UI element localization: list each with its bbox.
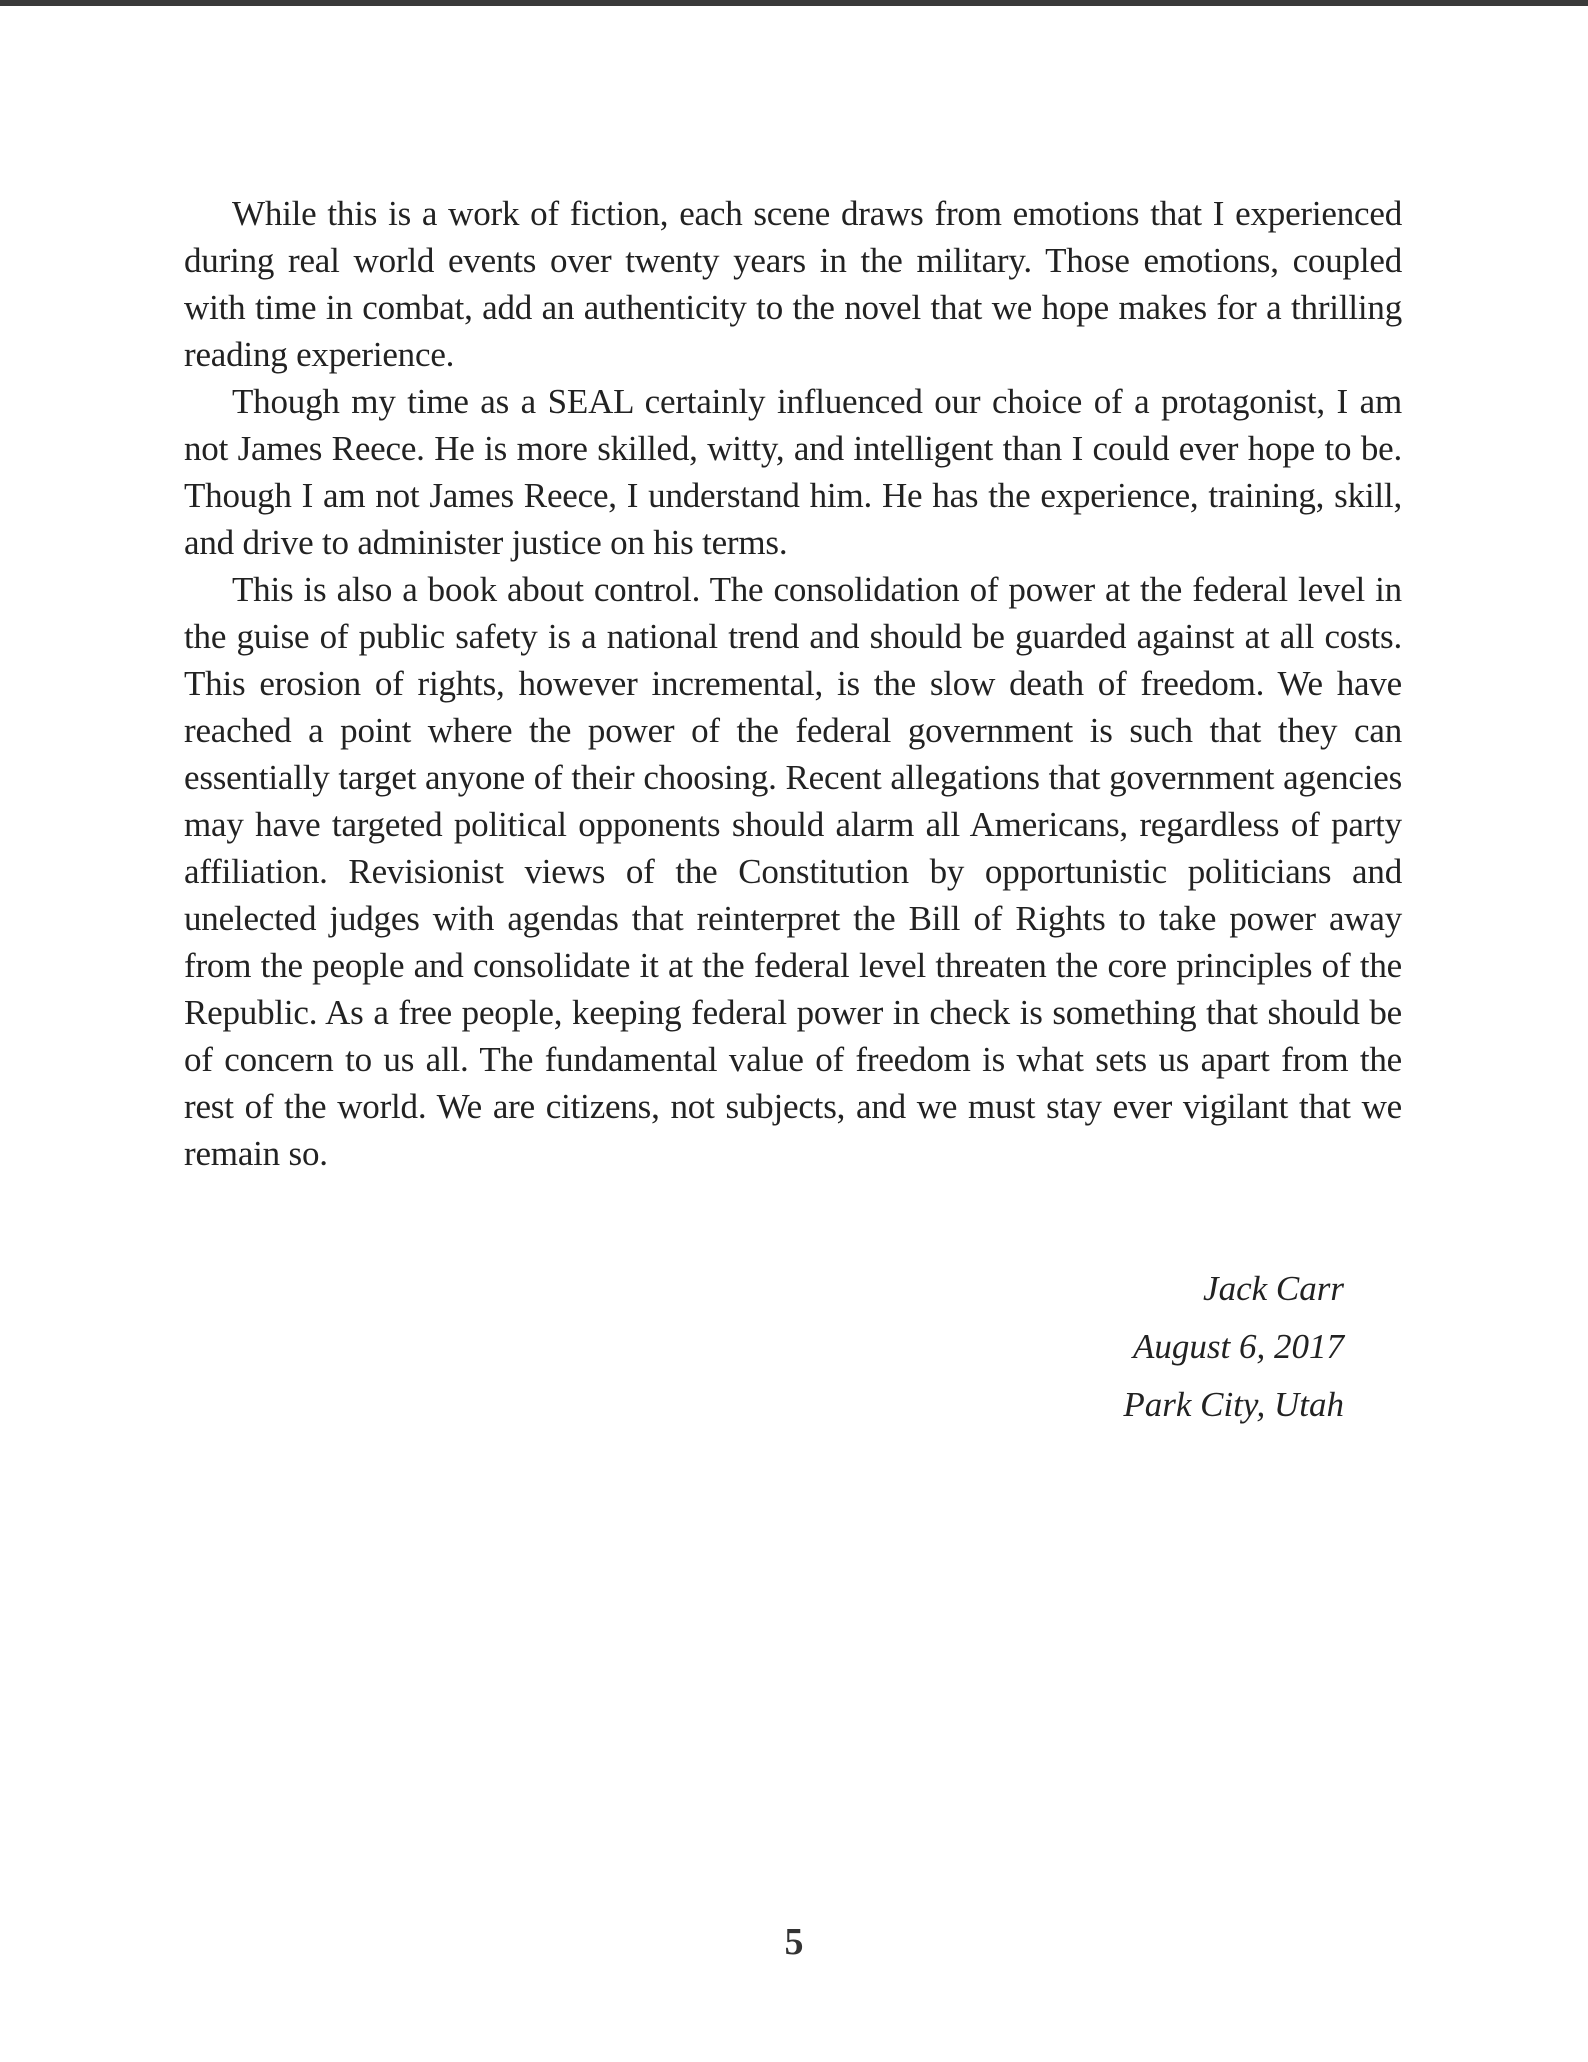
paragraph-3: This is also a book about control. The consolidation of power at the federal level in the guise of public safety is a national trend and should be guarded against at all costs. This erosion of rights, however incremental, is the slow death of freedom. We have reached a point where the power of the federal government is such that they can essentially target anyone of their choosing. Recent allegations that government agencies may have targeted political opponents should alarm all Americans, regardless of party affiliation. Revisionist views of the Constitution by opportunistic politicians and unelected judges with agendas that reinterpret the Bill of Rights to take power away from the people and consolidate it at the federal level threaten the core principles of the Republic. As a free people, keeping federal power in check is something that should be of concern to us all. The fundamental value of freedom is what sets us apart from the rest of the world. We are citizens, not subjects, and we must stay ever vigilant that we remain so. <box>184 570 1402 1173</box>
paragraph-2: Though my time as a SEAL certainly influenced our choice of a protagonist, I am not James Reece. He is more skilled, witty, and intelligent than I could ever hope to be. Though I am not James Reece, I understand him. He has the experience, training, skill, and drive to administer justice on his terms. <box>184 382 1402 562</box>
body-text <box>184 190 1402 1177</box>
signature-location: Park City, Utah <box>1123 1385 1344 1424</box>
signature-date: August 6, 2017 <box>1133 1327 1344 1366</box>
page-number: 5 <box>784 1921 804 1963</box>
signature-author: Jack Carr <box>1203 1269 1344 1308</box>
top-border <box>0 0 1588 6</box>
signature-block <box>1123 1260 1344 1434</box>
paragraph-1: While this is a work of fiction, each scene draws from emotions that I experienced during real world events over twenty years in the military. Those emotions, coupled with time in combat, add an authenticity to the novel that we hope makes for a thrilling reading experience. <box>184 194 1402 374</box>
